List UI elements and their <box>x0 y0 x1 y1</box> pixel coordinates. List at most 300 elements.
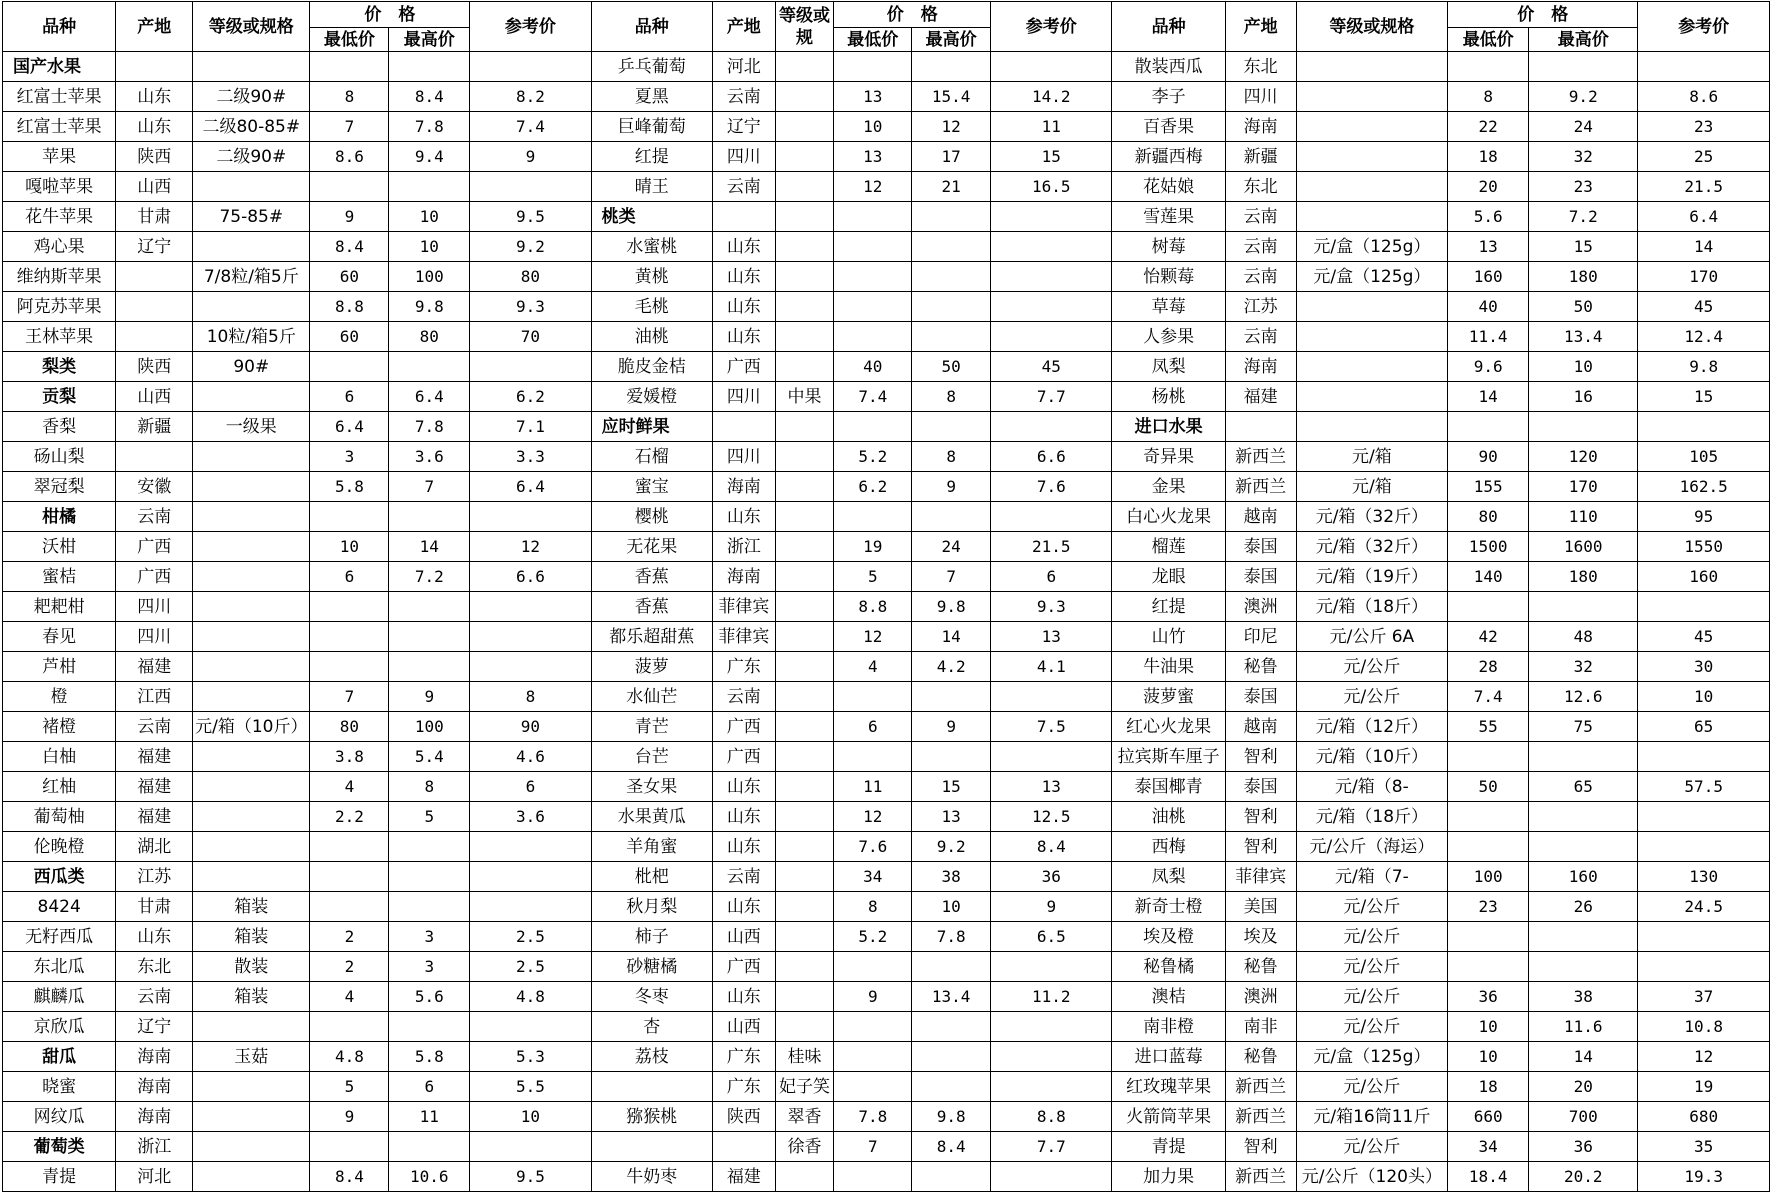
cell-max[interactable] <box>389 862 470 892</box>
cell-min[interactable] <box>1448 922 1529 952</box>
cell-min[interactable] <box>1448 412 1529 442</box>
cell-max[interactable] <box>912 1012 991 1042</box>
cell-ref[interactable] <box>470 1012 591 1042</box>
cell-variety[interactable]: 砀山梨 <box>3 442 116 472</box>
cell-grade[interactable] <box>1296 412 1448 442</box>
cell-ref[interactable]: 12.4 <box>1638 322 1770 352</box>
cell-max[interactable]: 32 <box>1529 142 1638 172</box>
cell-variety[interactable]: 榴莲 <box>1112 532 1225 562</box>
cell-grade[interactable] <box>1296 142 1448 172</box>
cell-origin[interactable]: 山东 <box>712 322 775 352</box>
cell-max[interactable] <box>912 52 991 82</box>
cell-ref[interactable]: 680 <box>1638 1102 1770 1132</box>
cell-variety[interactable]: 百香果 <box>1112 112 1225 142</box>
cell-min[interactable]: 11 <box>834 772 912 802</box>
cell-origin[interactable]: 陕西 <box>712 1102 775 1132</box>
cell-grade[interactable] <box>193 742 310 772</box>
cell-origin[interactable]: 智利 <box>1225 742 1296 772</box>
cell-origin[interactable]: 福建 <box>116 802 193 832</box>
cell-variety[interactable]: 埃及橙 <box>1112 922 1225 952</box>
cell-ref[interactable]: 6.4 <box>470 472 591 502</box>
cell-max[interactable]: 14 <box>912 622 991 652</box>
cell-ref[interactable]: 7.5 <box>991 712 1112 742</box>
cell-max[interactable]: 10 <box>1529 352 1638 382</box>
cell-ref[interactable]: 8 <box>470 682 591 712</box>
cell-max[interactable]: 15 <box>1529 232 1638 262</box>
cell-max[interactable]: 75 <box>1529 712 1638 742</box>
cell-variety[interactable]: 甜瓜 <box>3 1042 116 1072</box>
cell-min[interactable] <box>834 1072 912 1102</box>
cell-ref[interactable]: 57.5 <box>1638 772 1770 802</box>
cell-ref[interactable]: 4.1 <box>991 652 1112 682</box>
cell-grade[interactable] <box>1296 292 1448 322</box>
cell-grade[interactable] <box>1296 352 1448 382</box>
cell-ref[interactable] <box>1638 952 1770 982</box>
cell-variety[interactable]: 菠萝蜜 <box>1112 682 1225 712</box>
cell-variety[interactable]: 网纹瓜 <box>3 1102 116 1132</box>
cell-variety[interactable]: 香梨 <box>3 412 116 442</box>
cell-min[interactable]: 34 <box>1448 1132 1529 1162</box>
cell-min[interactable] <box>310 652 389 682</box>
cell-ref[interactable]: 14.2 <box>991 82 1112 112</box>
cell-origin[interactable]: 海南 <box>1225 352 1296 382</box>
cell-max[interactable]: 48 <box>1529 622 1638 652</box>
cell-ref[interactable]: 9 <box>470 142 591 172</box>
cell-origin[interactable]: 山东 <box>712 232 775 262</box>
cell-origin[interactable] <box>712 202 775 232</box>
cell-grade[interactable] <box>775 52 834 82</box>
cell-origin[interactable]: 陕西 <box>116 352 193 382</box>
cell-min[interactable]: 90 <box>1448 442 1529 472</box>
cell-grade[interactable] <box>775 142 834 172</box>
cell-grade[interactable] <box>193 622 310 652</box>
cell-origin[interactable]: 智利 <box>1225 802 1296 832</box>
cell-variety[interactable]: 红富士苹果 <box>3 112 116 142</box>
cell-max[interactable] <box>1529 742 1638 772</box>
cell-ref[interactable]: 6.6 <box>470 562 591 592</box>
cell-variety[interactable]: 花姑娘 <box>1112 172 1225 202</box>
cell-min[interactable] <box>834 682 912 712</box>
cell-max[interactable] <box>912 502 991 532</box>
cell-ref[interactable] <box>470 622 591 652</box>
cell-variety[interactable] <box>591 1132 712 1162</box>
cell-variety[interactable]: 应时鲜果 <box>591 412 712 442</box>
cell-ref[interactable]: 6.4 <box>1638 202 1770 232</box>
cell-max[interactable]: 5 <box>389 802 470 832</box>
cell-max[interactable] <box>912 412 991 442</box>
cell-max[interactable]: 8.4 <box>912 1132 991 1162</box>
cell-variety[interactable]: 伦晚橙 <box>3 832 116 862</box>
cell-ref[interactable]: 7.7 <box>991 382 1112 412</box>
cell-grade[interactable] <box>1296 112 1448 142</box>
cell-min[interactable]: 8.4 <box>310 1162 389 1192</box>
cell-grade[interactable]: 元/箱（32斤） <box>1296 532 1448 562</box>
cell-variety[interactable]: 猕猴桃 <box>591 1102 712 1132</box>
cell-min[interactable]: 42 <box>1448 622 1529 652</box>
cell-ref[interactable]: 6.5 <box>991 922 1112 952</box>
cell-max[interactable]: 7 <box>912 562 991 592</box>
cell-min[interactable]: 36 <box>1448 982 1529 1012</box>
cell-max[interactable]: 15.4 <box>912 82 991 112</box>
cell-variety[interactable]: 青提 <box>3 1162 116 1192</box>
cell-origin[interactable]: 辽宁 <box>116 232 193 262</box>
cell-min[interactable]: 5 <box>834 562 912 592</box>
cell-origin[interactable]: 山东 <box>712 292 775 322</box>
cell-max[interactable]: 6 <box>389 1072 470 1102</box>
cell-min[interactable]: 6 <box>834 712 912 742</box>
cell-min[interactable] <box>310 52 389 82</box>
cell-min[interactable] <box>834 52 912 82</box>
cell-ref[interactable]: 45 <box>1638 292 1770 322</box>
cell-max[interactable]: 10 <box>389 202 470 232</box>
cell-ref[interactable] <box>991 952 1112 982</box>
cell-min[interactable]: 1500 <box>1448 532 1529 562</box>
cell-origin[interactable] <box>116 52 193 82</box>
cell-ref[interactable] <box>991 52 1112 82</box>
cell-origin[interactable]: 四川 <box>712 442 775 472</box>
cell-grade[interactable]: 元/公斤 <box>1296 922 1448 952</box>
cell-grade[interactable]: 二级90# <box>193 142 310 172</box>
cell-origin[interactable]: 四川 <box>116 622 193 652</box>
cell-max[interactable]: 8 <box>912 382 991 412</box>
cell-min[interactable] <box>310 862 389 892</box>
cell-ref[interactable] <box>470 1132 591 1162</box>
cell-variety[interactable]: 柿子 <box>591 922 712 952</box>
cell-origin[interactable]: 新西兰 <box>1225 1072 1296 1102</box>
cell-max[interactable]: 100 <box>389 712 470 742</box>
cell-origin[interactable]: 辽宁 <box>712 112 775 142</box>
cell-min[interactable]: 3.8 <box>310 742 389 772</box>
cell-grade[interactable]: 玉菇 <box>193 1042 310 1072</box>
cell-origin[interactable]: 泰国 <box>1225 532 1296 562</box>
cell-ref[interactable] <box>470 172 591 202</box>
cell-max[interactable] <box>912 1042 991 1072</box>
cell-min[interactable]: 10 <box>1448 1012 1529 1042</box>
cell-grade[interactable] <box>775 682 834 712</box>
cell-max[interactable] <box>1529 52 1638 82</box>
cell-grade[interactable]: 元/公斤 <box>1296 1072 1448 1102</box>
cell-grade[interactable]: 元/箱 <box>1296 472 1448 502</box>
cell-max[interactable] <box>389 352 470 382</box>
cell-min[interactable]: 9 <box>834 982 912 1012</box>
cell-max[interactable]: 9.8 <box>389 292 470 322</box>
cell-origin[interactable]: 广西 <box>712 742 775 772</box>
cell-variety[interactable]: 进口水果 <box>1112 412 1225 442</box>
cell-grade[interactable]: 箱装 <box>193 922 310 952</box>
cell-ref[interactable]: 6.2 <box>470 382 591 412</box>
cell-min[interactable] <box>834 502 912 532</box>
cell-origin[interactable]: 越南 <box>1225 502 1296 532</box>
cell-max[interactable] <box>912 262 991 292</box>
cell-ref[interactable]: 23 <box>1638 112 1770 142</box>
cell-grade[interactable] <box>775 712 834 742</box>
cell-max[interactable]: 13.4 <box>1529 322 1638 352</box>
cell-min[interactable] <box>310 502 389 532</box>
cell-origin[interactable]: 山西 <box>712 922 775 952</box>
cell-variety[interactable]: 红心火龙果 <box>1112 712 1225 742</box>
cell-variety[interactable]: 嘎啦苹果 <box>3 172 116 202</box>
cell-max[interactable]: 12.6 <box>1529 682 1638 712</box>
cell-variety[interactable]: 柑橘 <box>3 502 116 532</box>
cell-max[interactable]: 5.6 <box>389 982 470 1012</box>
cell-grade[interactable]: 元/箱（19斤） <box>1296 562 1448 592</box>
cell-origin[interactable]: 云南 <box>1225 322 1296 352</box>
cell-origin[interactable]: 云南 <box>116 712 193 742</box>
cell-origin[interactable]: 广东 <box>712 1042 775 1072</box>
cell-ref[interactable]: 16.5 <box>991 172 1112 202</box>
cell-grade[interactable] <box>193 382 310 412</box>
cell-variety[interactable]: 人参果 <box>1112 322 1225 352</box>
cell-origin[interactable]: 秘鲁 <box>1225 1042 1296 1072</box>
cell-max[interactable]: 12 <box>912 112 991 142</box>
cell-max[interactable] <box>389 52 470 82</box>
cell-ref[interactable] <box>1638 52 1770 82</box>
cell-grade[interactable] <box>193 862 310 892</box>
cell-min[interactable] <box>310 832 389 862</box>
cell-ref[interactable]: 7.4 <box>470 112 591 142</box>
cell-variety[interactable]: 麒麟瓜 <box>3 982 116 1012</box>
cell-ref[interactable] <box>1638 412 1770 442</box>
cell-origin[interactable]: 新西兰 <box>1225 1102 1296 1132</box>
cell-variety[interactable]: 散装西瓜 <box>1112 52 1225 82</box>
cell-min[interactable]: 80 <box>1448 502 1529 532</box>
cell-grade[interactable] <box>775 952 834 982</box>
cell-max[interactable] <box>912 232 991 262</box>
cell-variety[interactable]: 怡颗莓 <box>1112 262 1225 292</box>
cell-grade[interactable] <box>193 1162 310 1192</box>
cell-max[interactable]: 7 <box>389 472 470 502</box>
cell-min[interactable]: 5.2 <box>834 922 912 952</box>
cell-ref[interactable] <box>991 682 1112 712</box>
cell-origin[interactable]: 泰国 <box>1225 562 1296 592</box>
cell-variety[interactable]: 脆皮金桔 <box>591 352 712 382</box>
cell-min[interactable]: 7.6 <box>834 832 912 862</box>
cell-variety[interactable]: 爱媛橙 <box>591 382 712 412</box>
cell-grade[interactable] <box>775 982 834 1012</box>
cell-min[interactable]: 13 <box>834 142 912 172</box>
cell-grade[interactable] <box>775 502 834 532</box>
cell-max[interactable] <box>1529 412 1638 442</box>
cell-min[interactable]: 80 <box>310 712 389 742</box>
cell-grade[interactable]: 元/箱（18斤） <box>1296 802 1448 832</box>
cell-max[interactable]: 3.6 <box>389 442 470 472</box>
cell-min[interactable] <box>834 232 912 262</box>
cell-max[interactable]: 8 <box>389 772 470 802</box>
cell-variety[interactable]: 圣女果 <box>591 772 712 802</box>
cell-variety[interactable]: 草莓 <box>1112 292 1225 322</box>
cell-ref[interactable]: 3.6 <box>470 802 591 832</box>
cell-variety[interactable]: 秘鲁橘 <box>1112 952 1225 982</box>
cell-max[interactable]: 32 <box>1529 652 1638 682</box>
cell-min[interactable]: 8 <box>1448 82 1529 112</box>
cell-origin[interactable]: 辽宁 <box>116 1012 193 1042</box>
cell-ref[interactable]: 37 <box>1638 982 1770 1012</box>
cell-ref[interactable]: 25 <box>1638 142 1770 172</box>
cell-max[interactable]: 9.8 <box>912 592 991 622</box>
cell-ref[interactable]: 12 <box>470 532 591 562</box>
cell-variety[interactable]: 春见 <box>3 622 116 652</box>
cell-variety[interactable]: 红提 <box>591 142 712 172</box>
cell-origin[interactable]: 山东 <box>712 832 775 862</box>
cell-origin[interactable]: 广西 <box>712 352 775 382</box>
cell-max[interactable] <box>389 832 470 862</box>
cell-origin[interactable]: 福建 <box>116 772 193 802</box>
cell-max[interactable]: 15 <box>912 772 991 802</box>
cell-grade[interactable] <box>775 262 834 292</box>
cell-grade[interactable] <box>775 202 834 232</box>
cell-ref[interactable] <box>991 412 1112 442</box>
cell-max[interactable] <box>912 322 991 352</box>
cell-ref[interactable]: 65 <box>1638 712 1770 742</box>
cell-ref[interactable]: 45 <box>1638 622 1770 652</box>
cell-variety[interactable]: 蜜桔 <box>3 562 116 592</box>
cell-grade[interactable]: 元/箱（18斤） <box>1296 592 1448 622</box>
cell-variety[interactable]: 阿克苏苹果 <box>3 292 116 322</box>
cell-ref[interactable]: 2.5 <box>470 952 591 982</box>
cell-grade[interactable] <box>775 772 834 802</box>
cell-variety[interactable]: 山竹 <box>1112 622 1225 652</box>
cell-max[interactable]: 11.6 <box>1529 1012 1638 1042</box>
cell-grade[interactable] <box>775 592 834 622</box>
cell-variety[interactable]: 红富士苹果 <box>3 82 116 112</box>
cell-grade[interactable]: 元/箱（7- <box>1296 862 1448 892</box>
cell-min[interactable]: 23 <box>1448 892 1529 922</box>
cell-grade[interactable]: 元/箱（32斤） <box>1296 502 1448 532</box>
cell-max[interactable]: 9 <box>912 472 991 502</box>
cell-ref[interactable]: 15 <box>991 142 1112 172</box>
cell-ref[interactable]: 36 <box>991 862 1112 892</box>
cell-max[interactable] <box>912 952 991 982</box>
cell-ref[interactable] <box>1638 802 1770 832</box>
cell-max[interactable] <box>389 172 470 202</box>
cell-origin[interactable]: 云南 <box>712 862 775 892</box>
cell-ref[interactable]: 4.8 <box>470 982 591 1012</box>
cell-max[interactable]: 9.8 <box>912 1102 991 1132</box>
cell-min[interactable]: 8.8 <box>310 292 389 322</box>
cell-ref[interactable]: 11 <box>991 112 1112 142</box>
cell-min[interactable]: 8.6 <box>310 142 389 172</box>
cell-grade[interactable] <box>775 322 834 352</box>
cell-max[interactable]: 110 <box>1529 502 1638 532</box>
cell-variety[interactable]: 进口蓝莓 <box>1112 1042 1225 1072</box>
cell-min[interactable] <box>1448 832 1529 862</box>
cell-grade[interactable]: 箱装 <box>193 982 310 1012</box>
cell-ref[interactable]: 9.3 <box>470 292 591 322</box>
cell-min[interactable]: 660 <box>1448 1102 1529 1132</box>
cell-origin[interactable]: 湖北 <box>116 832 193 862</box>
cell-origin[interactable] <box>116 292 193 322</box>
cell-variety[interactable]: 李子 <box>1112 82 1225 112</box>
cell-origin[interactable]: 海南 <box>712 562 775 592</box>
cell-min[interactable] <box>834 1012 912 1042</box>
cell-max[interactable] <box>912 1162 991 1192</box>
cell-ref[interactable]: 13 <box>991 622 1112 652</box>
cell-min[interactable]: 4.8 <box>310 1042 389 1072</box>
cell-grade[interactable] <box>1296 382 1448 412</box>
cell-grade[interactable]: 元/公斤 6A <box>1296 622 1448 652</box>
cell-origin[interactable]: 四川 <box>712 382 775 412</box>
cell-max[interactable] <box>389 892 470 922</box>
cell-origin[interactable]: 广西 <box>712 952 775 982</box>
cell-origin[interactable]: 云南 <box>712 172 775 202</box>
cell-max[interactable]: 26 <box>1529 892 1638 922</box>
cell-variety[interactable]: 红提 <box>1112 592 1225 622</box>
cell-min[interactable]: 60 <box>310 262 389 292</box>
cell-variety[interactable]: 西梅 <box>1112 832 1225 862</box>
cell-variety[interactable]: 梨类 <box>3 352 116 382</box>
cell-origin[interactable]: 山东 <box>712 262 775 292</box>
cell-grade[interactable]: 元/箱（12斤） <box>1296 712 1448 742</box>
cell-origin[interactable]: 甘肃 <box>116 892 193 922</box>
cell-min[interactable]: 9.6 <box>1448 352 1529 382</box>
cell-min[interactable]: 40 <box>834 352 912 382</box>
cell-min[interactable]: 2 <box>310 952 389 982</box>
cell-origin[interactable]: 山东 <box>712 502 775 532</box>
cell-ref[interactable]: 9.2 <box>470 232 591 262</box>
cell-min[interactable]: 10 <box>1448 1042 1529 1072</box>
cell-origin[interactable]: 浙江 <box>116 1132 193 1162</box>
cell-origin[interactable]: 河北 <box>712 52 775 82</box>
cell-min[interactable]: 4 <box>310 772 389 802</box>
cell-min[interactable]: 7.4 <box>1448 682 1529 712</box>
cell-max[interactable]: 7.8 <box>389 412 470 442</box>
cell-ref[interactable] <box>991 1012 1112 1042</box>
cell-origin[interactable]: 云南 <box>712 682 775 712</box>
cell-max[interactable] <box>912 682 991 712</box>
cell-origin[interactable]: 广西 <box>116 532 193 562</box>
cell-max[interactable]: 24 <box>1529 112 1638 142</box>
cell-origin[interactable]: 福建 <box>1225 382 1296 412</box>
cell-max[interactable]: 21 <box>912 172 991 202</box>
cell-variety[interactable]: 橙 <box>3 682 116 712</box>
cell-min[interactable]: 7 <box>310 112 389 142</box>
cell-ref[interactable]: 5.3 <box>470 1042 591 1072</box>
cell-variety[interactable]: 芦柑 <box>3 652 116 682</box>
cell-max[interactable]: 13.4 <box>912 982 991 1012</box>
cell-ref[interactable]: 21.5 <box>991 532 1112 562</box>
cell-grade[interactable] <box>193 652 310 682</box>
cell-ref[interactable]: 14 <box>1638 232 1770 262</box>
cell-min[interactable]: 10 <box>834 112 912 142</box>
cell-grade[interactable] <box>775 892 834 922</box>
cell-min[interactable] <box>834 742 912 772</box>
cell-grade[interactable] <box>1296 82 1448 112</box>
cell-ref[interactable]: 13 <box>991 772 1112 802</box>
cell-ref[interactable] <box>470 502 591 532</box>
cell-grade[interactable]: 元/箱（8- <box>1296 772 1448 802</box>
cell-ref[interactable]: 10.8 <box>1638 1012 1770 1042</box>
cell-ref[interactable]: 1550 <box>1638 532 1770 562</box>
cell-grade[interactable] <box>775 652 834 682</box>
cell-min[interactable] <box>310 892 389 922</box>
cell-grade[interactable] <box>775 232 834 262</box>
cell-origin[interactable]: 山东 <box>712 892 775 922</box>
cell-max[interactable]: 120 <box>1529 442 1638 472</box>
cell-max[interactable] <box>1529 832 1638 862</box>
cell-ref[interactable]: 2.5 <box>470 922 591 952</box>
cell-variety[interactable]: 白心火龙果 <box>1112 502 1225 532</box>
cell-min[interactable]: 9 <box>310 202 389 232</box>
cell-origin[interactable]: 美国 <box>1225 892 1296 922</box>
cell-grade[interactable]: 元/公斤 <box>1296 1012 1448 1042</box>
cell-grade[interactable]: 元/公斤 <box>1296 652 1448 682</box>
cell-grade[interactable] <box>775 112 834 142</box>
cell-min[interactable]: 5.2 <box>834 442 912 472</box>
cell-grade[interactable] <box>775 292 834 322</box>
cell-max[interactable]: 13 <box>912 802 991 832</box>
cell-grade[interactable] <box>1296 202 1448 232</box>
cell-grade[interactable] <box>775 442 834 472</box>
